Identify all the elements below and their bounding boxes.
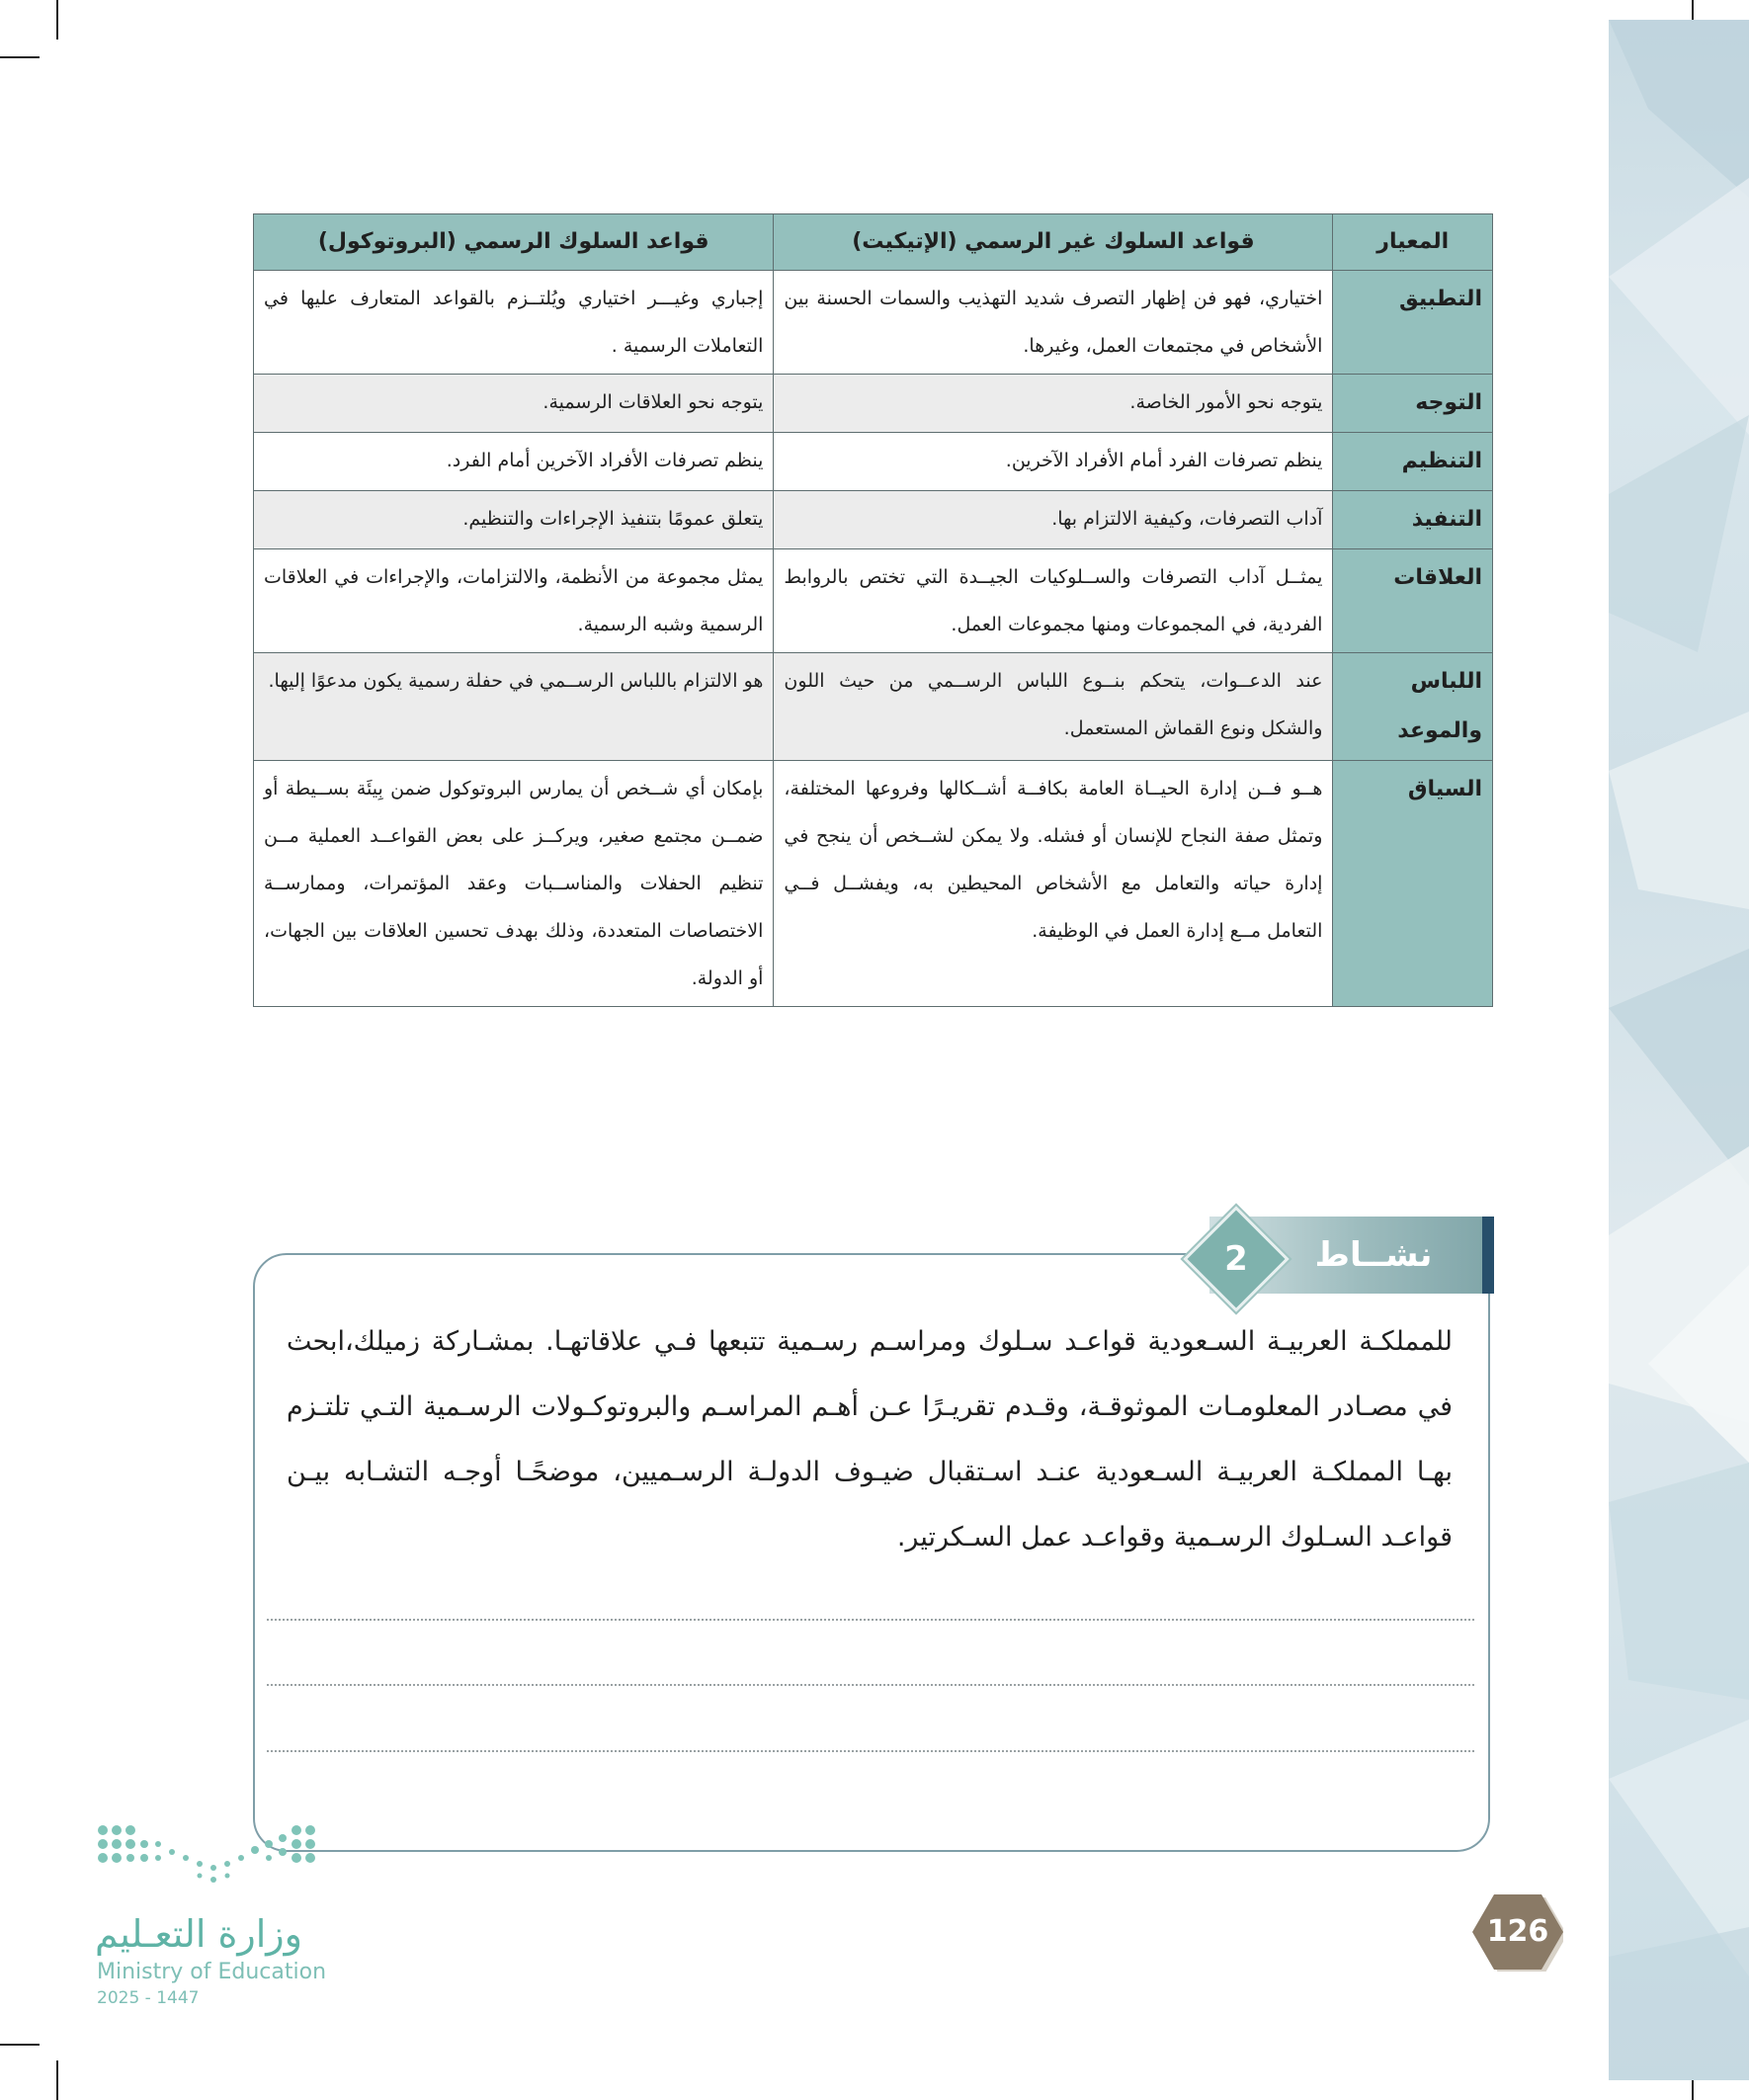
answer-line[interactable] xyxy=(267,1684,1474,1686)
crop-mark xyxy=(56,2060,58,2100)
answer-line[interactable] xyxy=(267,1619,1474,1621)
informal-cell: آداب التصرفات، وكيفية الالتزام بها. xyxy=(774,491,1333,549)
crop-mark xyxy=(0,2044,40,2046)
informal-cell: ينظم تصرفات الفرد أمام الأفراد الآخرين. xyxy=(774,433,1333,491)
ministry-name-english: Ministry of Education xyxy=(97,1960,327,1984)
criterion-cell: التنفيذ xyxy=(1333,491,1493,549)
informal-cell: هــو فــن إدارة الحيــاة العامة بكافــة أشــكالها وفروعها المختلفة، وتمثل صفة النجاح للإنسان أو فشله. ولا يمكن لشــخص أن ينجح في إدارة حياته والتعامل مع الأشخاص المحيطين به، ويفشــل فــي التعامل مــع إدارة العمل في الوظيفة. xyxy=(774,761,1333,1007)
header-informal: قواعد السلوك غير الرسمي (الإتيكيت) xyxy=(774,214,1333,271)
table-row xyxy=(254,491,1493,549)
header-criterion: المعيار xyxy=(1333,214,1493,271)
formal-cell: إجباري وغيـــر اختياري ويُلتــزم بالقواعد المتعارف عليها في التعاملات الرسمية . xyxy=(254,271,774,375)
formal-cell: هو الالتزام باللباس الرســمي في حفلة رسمية يكون مدعوًا إليها. xyxy=(254,653,774,761)
activity-label: نشــاط xyxy=(1314,1235,1433,1275)
formal-cell: يتعلق عمومًا بتنفيذ الإجراءات والتنظيم. xyxy=(254,491,774,549)
activity-text: للمملكـة العربيـة السـعودية قواعـد سـلوك ومراسـم رسـمية تتبعها فـي علاقاتهـا. بمشـاركة زميلك،ابحث في مصـادر المعلومـات الموثوقـة، وقـدم تقريـرًا عـن أهـم المراسـم والبروتوكـولات الرسـمية التـي تلتـزم بهـا المملكـة العربيـة السـعودية عنـد اسـتقبال ضيـوف الدولـة الرسـميين، موضحًـا أوجـه التشـابه بيـن قواعـد السـلوك الرسـمية وقواعـد عمل السـكرتير. xyxy=(287,1326,1453,1553)
ministry-name-arabic: وزارة التعـليم xyxy=(95,1912,303,1956)
crop-mark xyxy=(56,0,58,40)
formal-cell: ينظم تصرفات الأفراد الآخرين أمام الفرد. xyxy=(254,433,774,491)
formal-cell: يتوجه نحو العلاقات الرسمية. xyxy=(254,375,774,433)
criterion-cell: السياق xyxy=(1333,761,1493,1007)
activity-number: 2 xyxy=(1224,1239,1248,1279)
table-row xyxy=(254,271,1493,375)
criterion-cell: التطبيق xyxy=(1333,271,1493,375)
ministry-logo-icon xyxy=(95,1818,324,1927)
table-header-row xyxy=(254,214,1493,271)
formal-cell: يمثل مجموعة من الأنظمة، والالتزامات، والإجراءات في العلاقات الرسمية وشبه الرسمية. xyxy=(254,549,774,653)
informal-cell: يمثــل آداب التصرفات والســلوكيات الجيــدة التي تختص بالروابط الفردية، في المجموعات ومنها مجموعات العمل. xyxy=(774,549,1333,653)
criterion-cell: العلاقات xyxy=(1333,549,1493,653)
table-row xyxy=(254,433,1493,491)
comparison-table-wrapper xyxy=(253,213,1493,1007)
decorative-side-band xyxy=(1609,20,1749,2080)
formal-cell: بإمكان أي شــخص أن يمارس البروتوكول ضمن بِيئَة بســيطة أو ضمــن مجتمع صغير، ويركــز على بعض القواعــد العملية مــن تنظيم الحفلات والمناســبات وعقد المؤتمرات، وممارســة الاختصاصات المتعددة، وذلك بهدف تحسين العلاقات بين الجهات، أو الدولة. xyxy=(254,761,774,1007)
informal-cell: عند الدعــوات، يتحكم بنــوع اللباس الرســمي من حيث اللون والشكل ونوع القماش المستعمل. xyxy=(774,653,1333,761)
page-number: 126 xyxy=(1486,1914,1549,1949)
informal-cell: يتوجه نحو الأمور الخاصة. xyxy=(774,375,1333,433)
informal-cell: اختياري، فهو فن إظهار التصرف شديد التهذيب والسمات الحسنة بين الأشخاص في مجتمعات العمل، وغيرها. xyxy=(774,271,1333,375)
table-row xyxy=(254,375,1493,433)
table-row xyxy=(254,653,1493,761)
criterion-cell: التوجه xyxy=(1333,375,1493,433)
answer-line[interactable] xyxy=(267,1750,1474,1752)
criterion-cell: التنظيم xyxy=(1333,433,1493,491)
table-row xyxy=(254,549,1493,653)
table-row xyxy=(254,761,1493,1007)
ministry-year: 2025 - 1447 xyxy=(97,1988,200,2008)
activity-tab-accent xyxy=(1482,1217,1494,1294)
comparison-table xyxy=(253,213,1493,1007)
header-formal: قواعد السلوك الرسمي (البروتوكول) xyxy=(254,214,774,271)
crop-mark xyxy=(0,56,40,58)
criterion-cell: اللباس والموعد xyxy=(1333,653,1493,761)
